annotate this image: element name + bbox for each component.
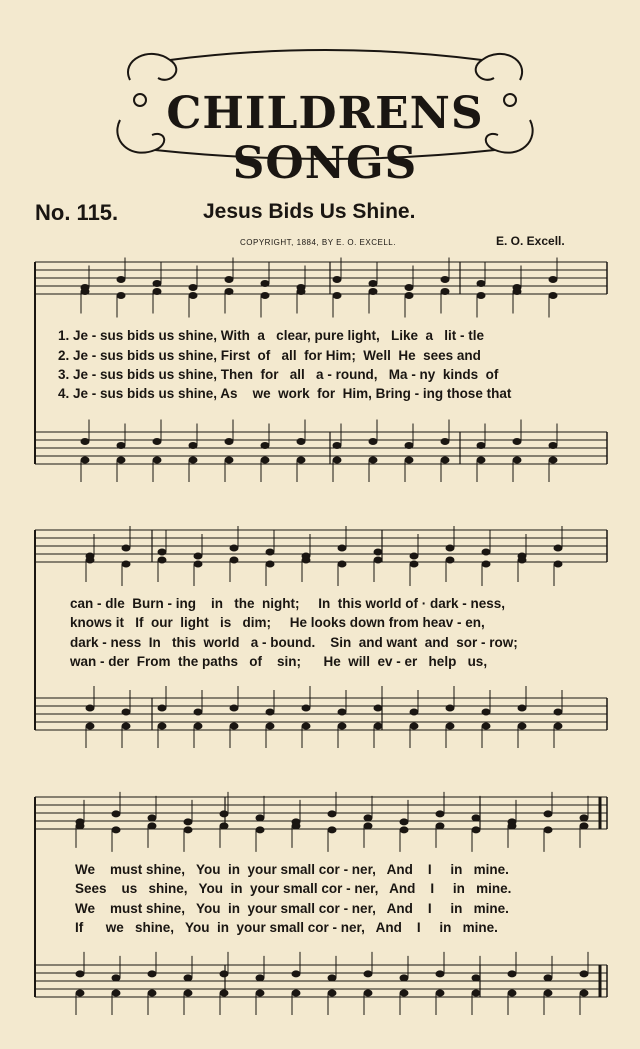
alto-note (508, 823, 516, 829)
bass-note (410, 723, 418, 729)
treble-note (230, 545, 238, 551)
treble-note (261, 280, 269, 286)
tenor-note (117, 442, 125, 448)
alto-note (76, 823, 84, 829)
alto-note (194, 561, 202, 567)
lyric-s1-v3: 3. Je - sus bids us shine, Then for all a - round, Ma - ny kinds of (58, 367, 499, 382)
treble-note (338, 545, 346, 551)
lyric-s2-v4: wan - der From the paths of sin; He will ev - er help us, (70, 654, 488, 669)
bass-note (333, 457, 341, 463)
bass-note (148, 990, 156, 996)
banner-title-line2: SONGS (232, 138, 418, 189)
alto-note (410, 561, 418, 567)
tenor-note (436, 971, 444, 977)
tenor-note (158, 705, 166, 711)
bass-note (513, 457, 521, 463)
bass-note (158, 723, 166, 729)
alto-note (518, 557, 526, 563)
alto-note (369, 288, 377, 294)
tenor-note (153, 438, 161, 444)
alto-note (328, 827, 336, 833)
tenor-note (122, 709, 130, 715)
tenor-note (225, 438, 233, 444)
alto-note (374, 557, 382, 563)
bass-note (549, 457, 557, 463)
alto-note (338, 561, 346, 567)
alto-note (472, 827, 480, 833)
bass-note (472, 990, 480, 996)
tenor-note (86, 705, 94, 711)
treble-note (472, 815, 480, 821)
lyric-s2-v1: can - dle Burn - ing in the night; In this world of · dark - ness, (70, 596, 506, 611)
treble-note (117, 276, 125, 282)
bass-note (554, 723, 562, 729)
bass-note (405, 457, 413, 463)
tenor-note (302, 705, 310, 711)
bass-note (400, 990, 408, 996)
bass-note (194, 723, 202, 729)
treble-note (122, 545, 130, 551)
bass-note (261, 457, 269, 463)
lyric-s1-v4: 4. Je - sus bids us shine, As we work for Him, Bring - ing those that (58, 386, 512, 401)
alto-note (544, 827, 552, 833)
bass-note (117, 457, 125, 463)
bass-note (369, 457, 377, 463)
treble-note (441, 276, 449, 282)
bass-note (338, 723, 346, 729)
bass-note (436, 990, 444, 996)
bass-note (441, 457, 449, 463)
alto-note (148, 823, 156, 829)
alto-note (189, 292, 197, 298)
tenor-note (230, 705, 238, 711)
tenor-note (328, 975, 336, 981)
tenor-note (76, 971, 84, 977)
lyric-s1-v1: 1. Je - sus bids us shine, With a clear, pure light, Like a lit - tle (58, 328, 484, 343)
tenor-note (374, 705, 382, 711)
bass-note (544, 990, 552, 996)
tenor-note (518, 705, 526, 711)
bass-note (189, 457, 197, 463)
bass-note (112, 990, 120, 996)
treble-note (328, 811, 336, 817)
lyric-s2-v2: knows it If our light is dim; He looks down from heav - en, (70, 615, 485, 630)
alto-note (292, 823, 300, 829)
treble-note (364, 815, 372, 821)
lyric-s2-v3: dark - ness In this world a - bound. Sin and want and sor - row; (70, 635, 518, 650)
bass-note (518, 723, 526, 729)
bass-note (292, 990, 300, 996)
tenor-note (256, 975, 264, 981)
tenor-note (148, 971, 156, 977)
bass-note (153, 457, 161, 463)
treble-note (549, 276, 557, 282)
alto-note (158, 557, 166, 563)
treble-note (446, 545, 454, 551)
hymn-number: No. 115. (35, 200, 119, 225)
treble-note (220, 811, 228, 817)
tenor-note (297, 438, 305, 444)
treble-note (153, 280, 161, 286)
alto-note (81, 288, 89, 294)
alto-note (230, 557, 238, 563)
tenor-note (364, 971, 372, 977)
treble-note (266, 549, 274, 555)
tenor-note (261, 442, 269, 448)
tenor-note (472, 975, 480, 981)
treble-note (410, 553, 418, 559)
alto-note (477, 292, 485, 298)
alto-note (513, 288, 521, 294)
lyric-s3-v1: We must shine, You in your small cor - ner, And I in mine. (75, 862, 509, 877)
alto-note (153, 288, 161, 294)
alto-note (122, 561, 130, 567)
bass-note (230, 723, 238, 729)
treble-note (400, 819, 408, 825)
tenor-note (220, 971, 228, 977)
treble-note (158, 549, 166, 555)
tenor-note (554, 709, 562, 715)
treble-note (112, 811, 120, 817)
treble-note (225, 276, 233, 282)
alto-note (482, 561, 490, 567)
tenor-note (369, 438, 377, 444)
tenor-note (580, 971, 588, 977)
lyric-s3-v4: If we shine, You in your small cor - ner, And I in mine. (75, 920, 498, 935)
alto-note (266, 561, 274, 567)
alto-note (184, 827, 192, 833)
bass-note (446, 723, 454, 729)
bass-note (220, 990, 228, 996)
bass-note (302, 723, 310, 729)
alto-note (112, 827, 120, 833)
tenor-note (410, 709, 418, 715)
treble-note (333, 276, 341, 282)
tenor-note (400, 975, 408, 981)
hymn-title: Jesus Bids Us Shine. (203, 200, 416, 223)
treble-note (554, 545, 562, 551)
alto-note (580, 823, 588, 829)
tenor-note (513, 438, 521, 444)
bass-note (86, 723, 94, 729)
bass-note (364, 990, 372, 996)
bass-note (508, 990, 516, 996)
treble-note (477, 280, 485, 286)
treble-note (405, 284, 413, 290)
bass-note (328, 990, 336, 996)
alto-note (554, 561, 562, 567)
treble-note (374, 549, 382, 555)
tenor-note (508, 971, 516, 977)
alto-note (436, 823, 444, 829)
bass-note (580, 990, 588, 996)
treble-note (369, 280, 377, 286)
tenor-note (405, 442, 413, 448)
tenor-note (549, 442, 557, 448)
tenor-note (441, 438, 449, 444)
bass-note (184, 990, 192, 996)
tenor-note (544, 975, 552, 981)
alto-note (261, 292, 269, 298)
treble-note (148, 815, 156, 821)
bass-note (482, 723, 490, 729)
alto-note (220, 823, 228, 829)
treble-note (184, 819, 192, 825)
treble-note (580, 815, 588, 821)
tenor-note (338, 709, 346, 715)
tenor-note (446, 705, 454, 711)
alto-note (225, 288, 233, 294)
bass-note (76, 990, 84, 996)
tenor-note (184, 975, 192, 981)
bass-note (256, 990, 264, 996)
alto-note (297, 288, 305, 294)
bass-note (374, 723, 382, 729)
tenor-note (81, 438, 89, 444)
alto-note (405, 292, 413, 298)
bass-note (477, 457, 485, 463)
treble-note (482, 549, 490, 555)
lyric-s3-v3: We must shine, You in your small cor - ner, And I in mine. (75, 901, 509, 916)
tenor-note (194, 709, 202, 715)
treble-note (436, 811, 444, 817)
tenor-note (292, 971, 300, 977)
composer-credit: E. O. Excell. (496, 234, 565, 248)
lyric-s1-v2: 2. Je - sus bids us shine, First of all for Him; Well He sees and (58, 348, 481, 363)
lyric-s3-v2: Sees us shine, You in your small cor - ner, And I in mine. (75, 881, 512, 896)
alto-note (364, 823, 372, 829)
bass-note (225, 457, 233, 463)
tenor-note (112, 975, 120, 981)
tenor-note (482, 709, 490, 715)
tenor-note (189, 442, 197, 448)
alto-note (446, 557, 454, 563)
treble-note (189, 284, 197, 290)
alto-note (400, 827, 408, 833)
alto-note (302, 557, 310, 563)
alto-note (256, 827, 264, 833)
alto-note (117, 292, 125, 298)
copyright-notice: COPYRIGHT, 1884, BY E. O. EXCELL. (240, 238, 396, 247)
bass-note (81, 457, 89, 463)
tenor-note (477, 442, 485, 448)
treble-note (544, 811, 552, 817)
treble-note (256, 815, 264, 821)
bass-note (266, 723, 274, 729)
alto-note (549, 292, 557, 298)
alto-note (441, 288, 449, 294)
alto-note (333, 292, 341, 298)
tenor-note (333, 442, 341, 448)
banner-title-line1: CHILDRENS (166, 88, 484, 139)
alto-note (86, 557, 94, 563)
tenor-note (266, 709, 274, 715)
bass-note (297, 457, 305, 463)
bass-note (122, 723, 130, 729)
treble-note (194, 553, 202, 559)
